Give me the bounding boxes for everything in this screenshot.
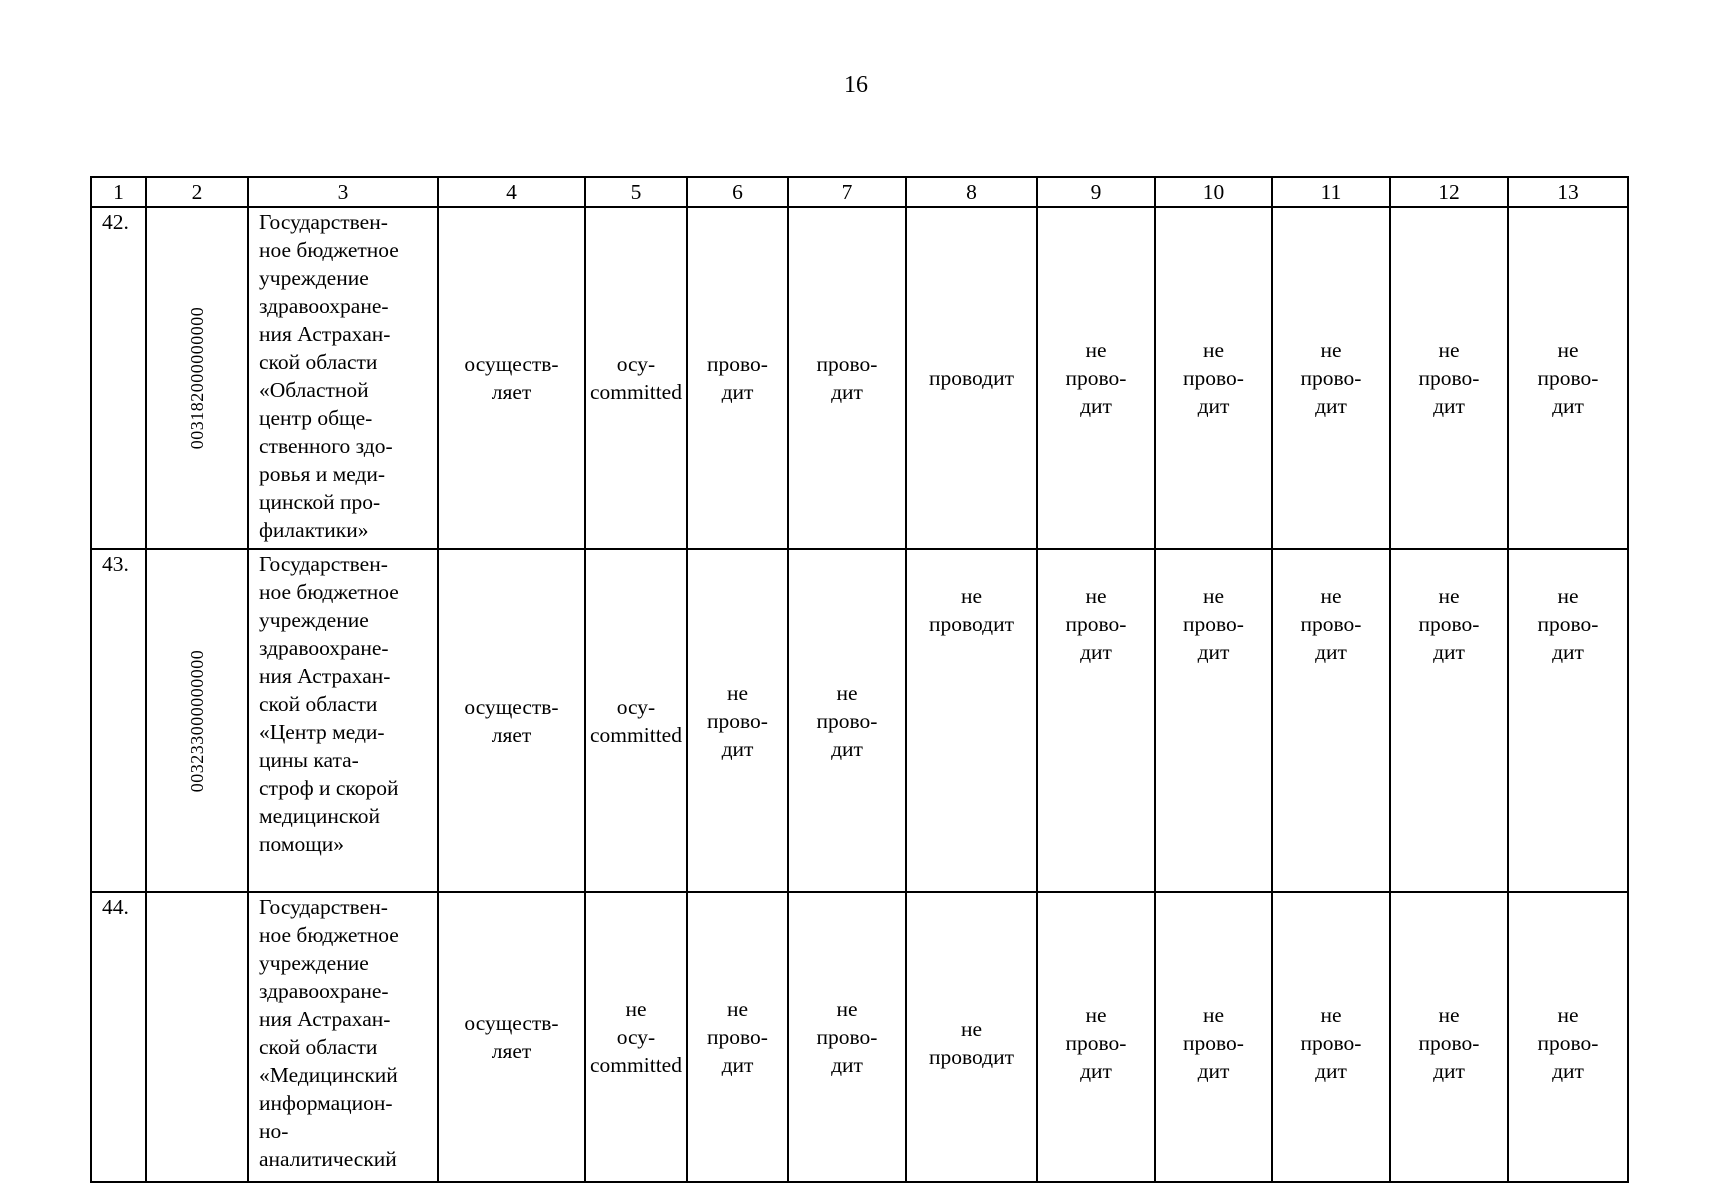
- row-code-text: 003233000000000: [187, 649, 207, 792]
- value-line: не: [1438, 338, 1460, 362]
- organization-name-line: филактики»: [259, 518, 369, 542]
- header-cell: 7: [788, 177, 906, 207]
- organization-name-line: здравоохране-: [259, 294, 389, 318]
- value-cell: [1272, 549, 1390, 892]
- header-cell: 12: [1390, 177, 1508, 207]
- organization-name-line: ровья и меди-: [259, 462, 386, 486]
- value-cell: [788, 892, 906, 1182]
- value-line: прово-: [1065, 366, 1127, 390]
- value-line: не: [726, 997, 749, 1021]
- organization-name-line: аналитический: [259, 1147, 397, 1171]
- organization-name-line: Государствен-: [259, 210, 388, 234]
- value-line: дит: [1080, 1059, 1112, 1083]
- organization-name-line: информацион-: [259, 1091, 393, 1115]
- value-line: ляет: [491, 722, 532, 747]
- value-line: не: [1320, 338, 1342, 362]
- organization-name-line: учреждение: [259, 951, 369, 975]
- value-line: прово-: [1065, 612, 1127, 636]
- value-line: не: [960, 1017, 983, 1041]
- organization-name-line: ное бюджетное: [259, 580, 399, 604]
- value-line: прово-: [1418, 366, 1480, 390]
- value-cell: [906, 892, 1037, 1182]
- value-line: не: [1438, 584, 1460, 608]
- value-line: не: [1202, 338, 1225, 362]
- organization-name-line: Государствен-: [259, 552, 388, 576]
- value-line: прово-: [1183, 1031, 1244, 1055]
- value-line: ляет: [491, 380, 532, 404]
- value-line: прово-: [707, 1025, 768, 1049]
- value-line: прово-: [707, 352, 768, 376]
- value-line: прово-: [707, 708, 768, 733]
- value-cell: [585, 549, 687, 892]
- value-line: не: [960, 584, 983, 608]
- value-line: прово-: [1300, 1031, 1362, 1055]
- organization-name-line: цины ката-: [259, 748, 359, 772]
- header-cell: 4: [438, 177, 585, 207]
- header-cell: 1: [91, 177, 146, 207]
- header-cell: 13: [1508, 177, 1628, 207]
- value-line: дит: [1315, 394, 1347, 418]
- value-cell: [1390, 892, 1508, 1182]
- table-row: [91, 207, 1628, 549]
- row-number: 43.: [91, 549, 146, 892]
- value-line: не: [1085, 338, 1107, 362]
- value-line: прово-: [1537, 1031, 1599, 1055]
- value-cell: [687, 207, 788, 549]
- value-line: прово-: [1537, 366, 1599, 390]
- organization-name-line: но-: [259, 1119, 289, 1143]
- value-cell: [1508, 207, 1628, 549]
- value-line: прово-: [1418, 1031, 1480, 1055]
- value-line: дит: [1552, 640, 1584, 664]
- value-line: дит: [1080, 640, 1112, 664]
- value-line: не: [1202, 584, 1225, 608]
- organization-name-line: ской области: [259, 1035, 378, 1059]
- value-line: прово-: [816, 352, 878, 376]
- value-line: дит: [1433, 1059, 1465, 1083]
- header-cell: 11: [1272, 177, 1390, 207]
- value-line: не: [1202, 1003, 1225, 1027]
- organization-name-line: ное бюджетное: [259, 238, 399, 262]
- value-line: прово-: [816, 708, 878, 733]
- organization-name-line: Государствен-: [259, 895, 388, 919]
- row-code: [146, 549, 248, 892]
- value-line: осу-: [616, 352, 656, 376]
- value-line: не: [726, 680, 749, 705]
- value-line: прово-: [1300, 612, 1362, 636]
- value-cell: [1272, 207, 1390, 549]
- value-cell: [1037, 549, 1155, 892]
- value-line: не: [1320, 584, 1342, 608]
- value-cell: [687, 549, 788, 892]
- value-line: дит: [1197, 394, 1230, 418]
- row-code: [146, 207, 248, 549]
- value-line: осу-: [616, 694, 656, 719]
- value-line: не: [1438, 1003, 1460, 1027]
- value-line: дит: [831, 1053, 863, 1077]
- value-cell: [1390, 207, 1508, 549]
- value-line: прово-: [1537, 612, 1599, 636]
- value-line: дит: [721, 380, 754, 404]
- value-line: не: [1557, 584, 1579, 608]
- value-cell: [585, 207, 687, 549]
- organization-name-line: «Центр меди-: [259, 720, 385, 744]
- value-line: дит: [721, 1053, 754, 1077]
- organization-name-line: ской области: [259, 350, 378, 374]
- value-cell: [1272, 892, 1390, 1182]
- organization-name-line: здравоохране-: [259, 636, 389, 660]
- value-cell: [788, 549, 906, 892]
- value-line: дит: [1197, 1059, 1230, 1083]
- value-cell: [438, 892, 585, 1182]
- value-line: дит: [1552, 394, 1584, 418]
- value-line: дит: [1080, 394, 1112, 418]
- value-cell: [438, 549, 585, 892]
- row-number: 44.: [91, 892, 146, 1182]
- header-cell: 9: [1037, 177, 1155, 207]
- value-line: осуществ-: [464, 694, 559, 719]
- organization-name: [248, 892, 438, 1182]
- value-line: прово-: [1300, 366, 1362, 390]
- value-line: проводит: [929, 1045, 1014, 1069]
- value-cell: [906, 207, 1037, 549]
- organization-name-line: ния Астрахан-: [259, 1007, 391, 1031]
- value-line: прово-: [816, 1025, 878, 1049]
- value-line: осуществ-: [464, 1011, 559, 1035]
- value-cell: [1037, 207, 1155, 549]
- value-line: проводит: [929, 612, 1014, 636]
- value-line: ляет: [491, 1039, 532, 1063]
- value-line: не: [1085, 1003, 1107, 1027]
- organization-name-line: ния Астрахан-: [259, 664, 391, 688]
- table-row: [91, 549, 1628, 892]
- value-line: дит: [1552, 1059, 1584, 1083]
- value-cell: [687, 892, 788, 1182]
- organization-name-line: цинской про-: [259, 490, 381, 514]
- organization-name-line: «Медицинский: [259, 1063, 398, 1087]
- organization-name-line: медицинской: [259, 804, 380, 828]
- value-line: не: [836, 997, 858, 1021]
- organization-name-line: центр обще-: [259, 406, 373, 430]
- value-cell: [788, 207, 906, 549]
- organization-name-line: «Областной: [259, 378, 369, 402]
- organization-name-line: ния Астрахан-: [259, 322, 391, 346]
- value-line: committed: [590, 1053, 682, 1077]
- value-line: committed: [590, 722, 682, 747]
- table-body: [91, 207, 1628, 1182]
- page-number: 16: [844, 72, 868, 98]
- organization-name-line: учреждение: [259, 608, 369, 632]
- value-line: прово-: [1065, 1031, 1127, 1055]
- organization-name-line: учреждение: [259, 266, 369, 290]
- value-cell: [1155, 892, 1272, 1182]
- value-line: дит: [721, 736, 754, 761]
- value-line: прово-: [1183, 612, 1244, 636]
- value-cell: [906, 549, 1037, 892]
- row-number: 42.: [91, 207, 146, 549]
- value-cell: [1390, 549, 1508, 892]
- value-line: не: [625, 997, 647, 1021]
- organization-name-line: ской области: [259, 692, 378, 716]
- value-line: не: [1557, 1003, 1579, 1027]
- header-cell: 2: [146, 177, 248, 207]
- value-line: дит: [1315, 1059, 1347, 1083]
- value-line: дит: [1315, 640, 1347, 664]
- organization-name-line: помощи»: [259, 832, 345, 856]
- value-cell: [1508, 892, 1628, 1182]
- header-cell: 10: [1155, 177, 1272, 207]
- value-line: дит: [831, 736, 863, 761]
- value-line: дит: [1197, 640, 1230, 664]
- organization-name-line: ственного здо-: [259, 434, 393, 458]
- row-code-text: 003182000000000: [187, 306, 207, 450]
- value-line: прово-: [1418, 612, 1480, 636]
- row-code: [146, 892, 248, 1182]
- value-cell: [1037, 892, 1155, 1182]
- value-cell: [1155, 207, 1272, 549]
- value-cell: [1155, 549, 1272, 892]
- organization-name-line: здравоохране-: [259, 979, 389, 1003]
- value-cell: [1508, 549, 1628, 892]
- value-line: осу-: [616, 1025, 656, 1049]
- organization-name: [248, 549, 438, 892]
- header-cell: 6: [687, 177, 788, 207]
- value-line: не: [1085, 584, 1107, 608]
- header-cell: 3: [248, 177, 438, 207]
- value-line: committed: [590, 380, 682, 404]
- organization-name-line: ное бюджетное: [259, 923, 399, 947]
- value-line: не: [836, 680, 858, 705]
- value-line: прово-: [1183, 366, 1244, 390]
- header-row: [91, 177, 1628, 207]
- value-line: дит: [1433, 640, 1465, 664]
- value-line: дит: [831, 380, 863, 404]
- value-line: не: [1320, 1003, 1342, 1027]
- table-row: [91, 892, 1628, 1182]
- header-cell: 8: [906, 177, 1037, 207]
- value-line: не: [1557, 338, 1579, 362]
- value-cell: [438, 207, 585, 549]
- organization-name-line: строф и скорой: [259, 776, 399, 800]
- header-cell: 5: [585, 177, 687, 207]
- data-table: [90, 176, 1629, 1183]
- value-line: осуществ-: [464, 352, 559, 376]
- organization-name: [248, 207, 438, 549]
- value-line: дит: [1433, 394, 1465, 418]
- value-line: проводит: [929, 366, 1014, 390]
- value-cell: [585, 892, 687, 1182]
